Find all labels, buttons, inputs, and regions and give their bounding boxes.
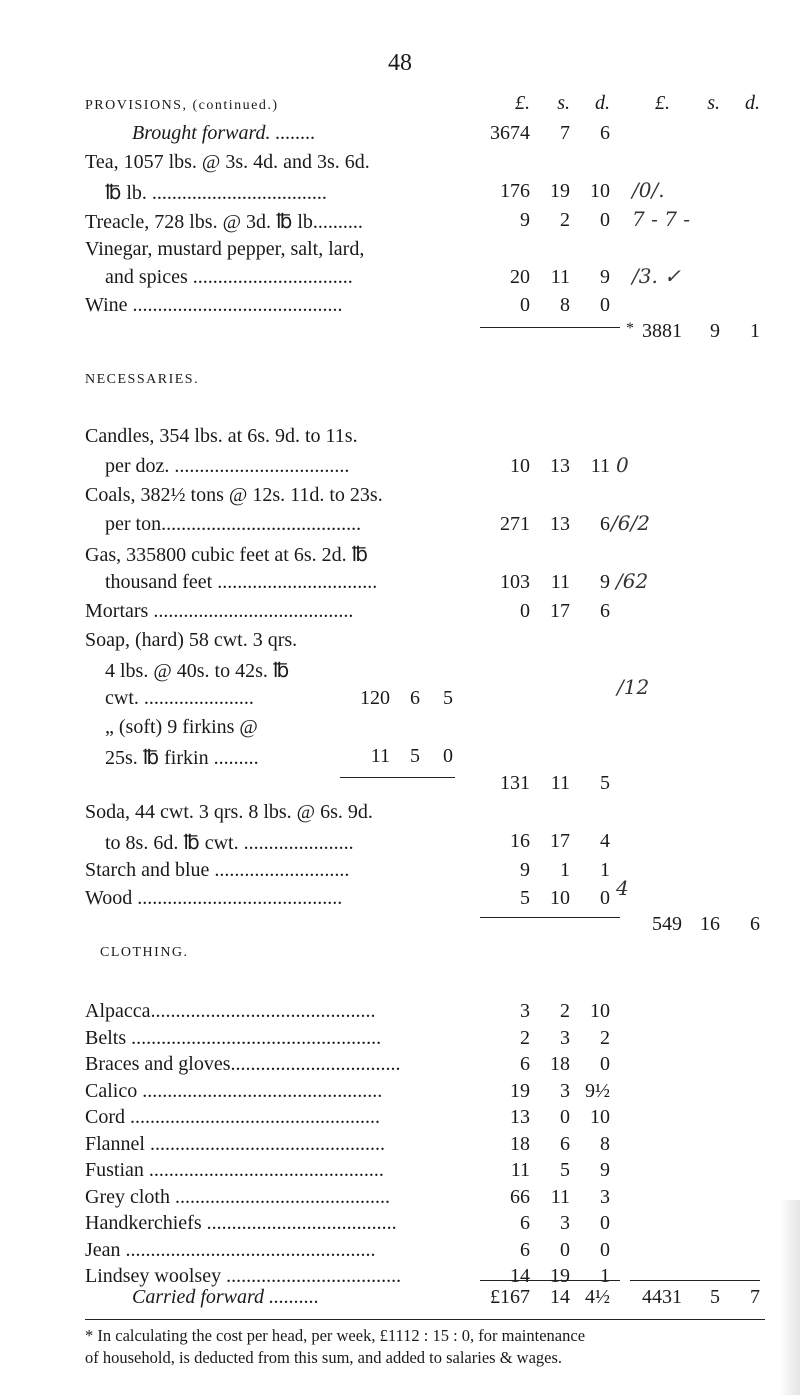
- soda-pounds: 16: [510, 830, 530, 852]
- provisions-total-shillings: 9: [710, 320, 720, 342]
- coals-pence: 6: [600, 513, 610, 535]
- clothing-item-shillings: 11: [550, 1186, 570, 1208]
- carried-forward-rule: [480, 1280, 620, 1281]
- wine-shillings: 8: [560, 294, 570, 316]
- soap-label-line1: Soap, (hard) 58 cwt. 3 qrs.: [85, 629, 298, 651]
- necessaries-total-shillings: 16: [700, 913, 720, 935]
- clothing-item-label: Cord ..................................................: [85, 1106, 380, 1128]
- treacle-label: Treacle, 728 lbs. @ 3d. ℔ lb..........: [85, 211, 363, 233]
- coals-label-line2: per ton........................................: [105, 513, 362, 535]
- wine-label: Wine ..........................................: [85, 294, 343, 316]
- gas-label-line1: Gas, 335800 cubic feet at 6s. 2d. ℔: [85, 544, 368, 566]
- mortars-pounds: 0: [520, 600, 530, 622]
- carried-forward-pence: 4½: [585, 1286, 610, 1308]
- tea-handwritten-note: /0/.: [632, 178, 665, 202]
- col-head-pence-2: d.: [745, 92, 760, 114]
- clothing-item-shillings: 3: [560, 1027, 570, 1049]
- col-head-pounds: £.: [515, 92, 530, 114]
- tea-label-line2: ℔ lb. ...................................: [105, 182, 327, 204]
- clothing-item-shillings: 5: [560, 1159, 570, 1181]
- soap-shillings: 11: [550, 772, 570, 794]
- brought-forward-shillings: 7: [560, 122, 570, 144]
- clothing-item-shillings: 6: [560, 1133, 570, 1155]
- carried-forward-shillings-2: 5: [710, 1286, 720, 1308]
- coals-pounds: 271: [500, 513, 530, 535]
- clothing-item-pounds: 3: [520, 1000, 530, 1022]
- tea-pence: 10: [590, 180, 610, 202]
- clothing-item-pounds: 13: [510, 1106, 530, 1128]
- vinegar-label-line2: and spices ................................: [105, 266, 353, 288]
- vinegar-shillings: 11: [550, 266, 570, 288]
- soda-label-line2: to 8s. 6d. ℔ cwt. ......................: [105, 832, 354, 854]
- clothing-item-label: Flannel ...............................................: [85, 1133, 385, 1155]
- necessaries-heading: NECESSARIES.: [85, 372, 200, 387]
- mortars-shillings: 17: [550, 600, 570, 622]
- candles-pounds: 10: [510, 455, 530, 477]
- vinegar-pence: 9: [600, 266, 610, 288]
- clothing-item-shillings: 18: [550, 1053, 570, 1075]
- soap-hard-pence: 5: [443, 687, 453, 709]
- tea-label-line1: Tea, 1057 lbs. @ 3s. 4d. and 3s. 6d.: [85, 151, 370, 173]
- clothing-item-label: Calico ................................................: [85, 1080, 383, 1102]
- clothing-item-pence: 0: [600, 1053, 610, 1075]
- carried-forward-pounds-2: 4431: [642, 1286, 682, 1308]
- clothing-item-label: Braces and gloves..................................: [85, 1053, 401, 1075]
- clothing-item-pounds: 66: [510, 1186, 530, 1208]
- clothing-item-pence: 9: [600, 1159, 610, 1181]
- soap-handwritten-note: /12: [617, 675, 650, 699]
- clothing-item-pence: 0: [600, 1239, 610, 1261]
- provisions-total-pounds: 3881: [642, 320, 682, 342]
- clothing-item-label: Lindsey woolsey ...................................: [85, 1265, 402, 1287]
- soap-soft-label-line1: „ (soft) 9 firkins @: [105, 716, 258, 738]
- clothing-heading: CLOTHING.: [100, 945, 189, 960]
- clothing-item-shillings: 0: [560, 1106, 570, 1128]
- clothing-item-pounds: 11: [510, 1159, 530, 1181]
- clothing-item-pence: 10: [590, 1000, 610, 1022]
- clothing-item-pounds: 19: [510, 1080, 530, 1102]
- clothing-item-pence: 2: [600, 1027, 610, 1049]
- clothing-item-pence: 9½: [585, 1080, 610, 1102]
- carried-forward-pence-2: 7: [750, 1286, 760, 1308]
- candles-pence: 11: [590, 455, 610, 477]
- brought-forward-pounds: 3674: [490, 122, 530, 144]
- coals-shillings: 13: [550, 513, 570, 535]
- gas-shillings: 11: [550, 571, 570, 593]
- soap-label-line2: 4 lbs. @ 40s. to 42s. ℔: [105, 660, 290, 682]
- page-edge-shadow: [780, 1200, 800, 1395]
- candles-shillings: 13: [550, 455, 570, 477]
- clothing-item-pence: 3: [600, 1186, 610, 1208]
- vinegar-pounds: 20: [510, 266, 530, 288]
- candles-label-line1: Candles, 354 lbs. at 6s. 9d. to 11s.: [85, 425, 358, 447]
- gas-label-line2: thousand feet ................................: [105, 571, 378, 593]
- clothing-item-pence: 10: [590, 1106, 610, 1128]
- carried-forward-label: Carried forward ..........: [132, 1286, 320, 1308]
- mortars-pence: 6: [600, 600, 610, 622]
- soap-hard-shillings: 6: [410, 687, 420, 709]
- gas-pence: 9: [600, 571, 610, 593]
- soda-pence: 4: [600, 830, 610, 852]
- clothing-item-label: Jean ..................................................: [85, 1239, 376, 1261]
- clothing-item-label: Alpacca.............................................: [85, 1000, 376, 1022]
- soap-soft-label-line2: 25s. ℔ firkin .........: [105, 747, 259, 769]
- provisions-total-pence: 1: [750, 320, 760, 342]
- clothing-item-label: Fustian ...............................................: [85, 1159, 384, 1181]
- starch-shillings: 1: [560, 859, 570, 881]
- necessaries-total-pounds: 549: [652, 913, 682, 935]
- vinegar-handwritten-note: /3. ✓: [632, 264, 681, 288]
- clothing-item-pounds: 6: [520, 1053, 530, 1075]
- treacle-shillings: 2: [560, 209, 570, 231]
- carried-forward-shillings: 14: [550, 1286, 570, 1308]
- treacle-pence: 0: [600, 209, 610, 231]
- clothing-item-pounds: 6: [520, 1212, 530, 1234]
- soda-label-line1: Soda, 44 cwt. 3 qrs. 8 lbs. @ 6s. 9d.: [85, 801, 373, 823]
- footnote-line2: of household, is deducted from this sum, and added to salaries & wages.: [85, 1348, 563, 1367]
- clothing-item-label: Handkerchiefs ......................................: [85, 1212, 397, 1234]
- brought-forward-pence: 6: [600, 122, 610, 144]
- wood-shillings: 10: [550, 887, 570, 909]
- candles-handwritten-note: 0: [616, 453, 629, 477]
- clothing-item-pence: 8: [600, 1133, 610, 1155]
- provisions-total-rule: [480, 327, 620, 328]
- wine-pounds: 0: [520, 294, 530, 316]
- clothing-item-label: Grey cloth ...........................................: [85, 1186, 390, 1208]
- clothing-item-pounds: 14: [510, 1265, 530, 1287]
- tea-shillings: 19: [550, 180, 570, 202]
- clothing-item-shillings: 19: [550, 1265, 570, 1287]
- soap-hard-pounds: 120: [360, 687, 390, 709]
- wood-pounds: 5: [520, 887, 530, 909]
- clothing-item-pence: 1: [600, 1265, 610, 1287]
- clothing-item-pence: 0: [600, 1212, 610, 1234]
- gas-pounds: 103: [500, 571, 530, 593]
- starch-pence: 1: [600, 859, 610, 881]
- carried-forward-rule-2: [630, 1280, 760, 1281]
- mortars-label: Mortars ........................................: [85, 600, 354, 622]
- section-title-provisions: PROVISIONS, (continued.): [85, 98, 279, 113]
- clothing-item-shillings: 0: [560, 1239, 570, 1261]
- coals-handwritten-note: /6/2: [611, 511, 650, 535]
- gas-handwritten-note: /62: [616, 569, 649, 593]
- provisions-total-asterisk: *: [626, 320, 634, 337]
- coals-label-line1: Coals, 382½ tons @ 12s. 11d. to 23s.: [85, 484, 383, 506]
- soda-shillings: 17: [550, 830, 570, 852]
- soap-pence: 5: [600, 772, 610, 794]
- necessaries-total-rule: [480, 917, 620, 918]
- clothing-item-pounds: 6: [520, 1239, 530, 1261]
- col-head-pence: d.: [595, 92, 610, 114]
- soap-pounds: 131: [500, 772, 530, 794]
- wood-pence: 0: [600, 887, 610, 909]
- wood-handwritten-note: 4: [616, 876, 629, 900]
- soap-soft-shillings: 5: [410, 745, 420, 767]
- col-head-pounds-2: £.: [655, 92, 670, 114]
- vinegar-label-line1: Vinegar, mustard pepper, salt, lard,: [85, 238, 365, 260]
- soap-subtotal-rule: [340, 777, 455, 778]
- wood-label: Wood .........................................: [85, 887, 343, 909]
- clothing-item-shillings: 3: [560, 1080, 570, 1102]
- col-head-shillings: s.: [557, 92, 570, 114]
- col-head-shillings-2: s.: [707, 92, 720, 114]
- clothing-item-pounds: 2: [520, 1027, 530, 1049]
- necessaries-total-pence: 6: [750, 913, 760, 935]
- page-number: 48: [388, 50, 412, 76]
- starch-pounds: 9: [520, 859, 530, 881]
- clothing-item-shillings: 3: [560, 1212, 570, 1234]
- candles-label-line2: per doz. ...................................: [105, 455, 350, 477]
- wine-pence: 0: [600, 294, 610, 316]
- clothing-item-shillings: 2: [560, 1000, 570, 1022]
- treacle-handwritten-note: 7 - 7 -: [632, 207, 691, 231]
- starch-label: Starch and blue ...........................: [85, 859, 350, 881]
- footnote-separator: [85, 1319, 765, 1320]
- clothing-item-label: Belts ..................................................: [85, 1027, 382, 1049]
- carried-forward-pounds: £167: [490, 1286, 530, 1308]
- soap-soft-pounds: 11: [370, 745, 390, 767]
- clothing-item-pounds: 18: [510, 1133, 530, 1155]
- soap-soft-pence: 0: [443, 745, 453, 767]
- footnote-line1: * In calculating the cost per head, per week, £1112 : 15 : 0, for maintenance: [85, 1326, 586, 1345]
- brought-forward-label: Brought forward. ........: [132, 122, 316, 144]
- treacle-pounds: 9: [520, 209, 530, 231]
- soap-hard-label: cwt. ......................: [105, 687, 254, 709]
- tea-pounds: 176: [500, 180, 530, 202]
